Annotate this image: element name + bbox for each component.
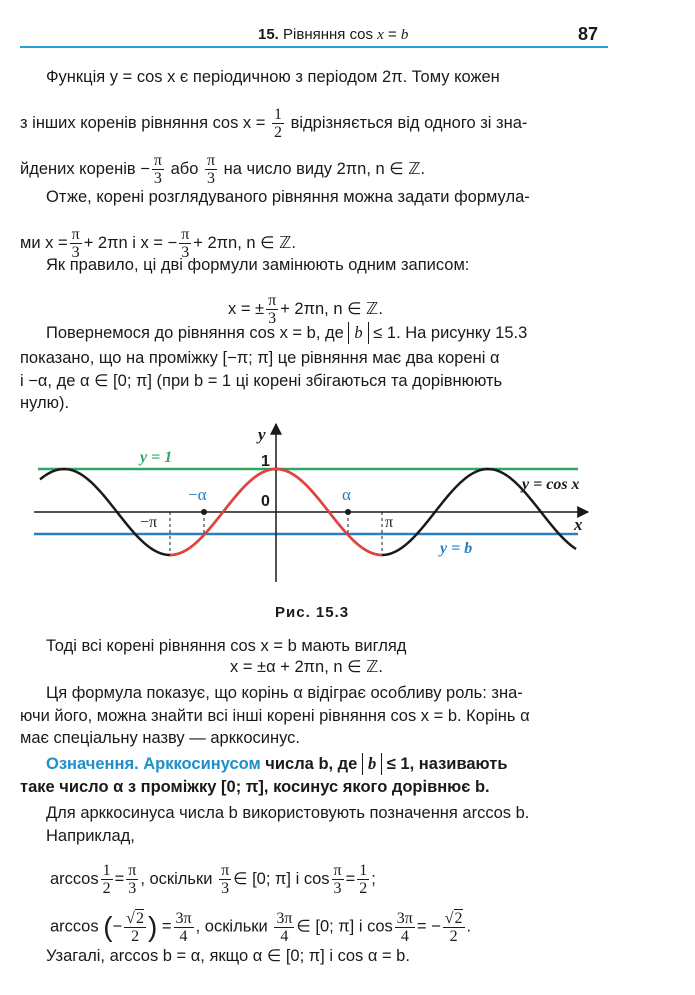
label-x-axis: x (574, 515, 583, 534)
section-title-var: x (377, 27, 384, 43)
label-neg-pi: −π (140, 514, 158, 531)
text-line: має спеціальну назву — арккосинус. (20, 729, 300, 747)
label-y-axis: y (258, 425, 266, 444)
text-line: Отже, корені розглядуваного рівняння можна задати формула- (46, 188, 530, 206)
text-line: і −α, де α ∈ [0; π] (при b = 1 ці корені збігаються та дорівнюють (20, 372, 503, 390)
figure-caption: Рис. 15.3 (275, 604, 350, 621)
text-line: з інших коренів рівняння cos x = $\frac{1}{2}$ відрізняється від одного зі зна- (20, 106, 528, 141)
formula: x = ± $\frac{\pi}{3}$ + 2πn, n ∈ ℤ. (228, 292, 383, 327)
section-title-eq: = (383, 26, 401, 43)
text-line: Функція y = cos x є періодичною з періодом 2π. Тому кожен (46, 68, 500, 86)
point-alpha (345, 509, 351, 515)
section-title: Рівняння cos (283, 26, 378, 43)
text-line: Тоді всі корені рівняння cos x = b мають вигляд (46, 637, 407, 655)
fraction: $\frac{\pi}{3}$ (153, 152, 162, 187)
fraction: $\frac{1}{2}$ (274, 106, 282, 141)
header-rule (20, 46, 608, 48)
formula: x = ±α + 2πn, n ∈ ℤ. (230, 658, 383, 676)
running-header (258, 26, 408, 44)
example-2: arccos (− $\frac{√2}{2}$ ) = $\frac{3\pi}{4}$ , оскільки $\frac{3\pi}{4}$ ∈ [0; π] і cos $\frac{3\pi}{4}$ = − $\frac{√2}{2}$ . (50, 909, 472, 945)
text-line: Для арккосинуса числа b використовують позначення arccos b. (46, 804, 530, 822)
label-y1: y = 1 (140, 449, 173, 466)
text-line: Ця формула показує, що корінь α відіграє особливу роль: зна- (46, 684, 523, 702)
text-line: Як правило, ці дві формули замінюють одним записом: (46, 256, 470, 274)
text-line: нулю). (20, 394, 70, 412)
fraction: $\frac{\pi}{3}$ (206, 152, 216, 187)
label-one: 1 (261, 453, 270, 470)
fraction: $\frac{\pi}{3}$ (268, 292, 277, 327)
section-number: 15. (258, 26, 279, 43)
page-number: 87 (578, 24, 599, 44)
absolute-value: b (362, 753, 382, 775)
text-line: ми x = $\frac{\pi}{3}$ + 2πn і x = − $\frac{\pi}{3}$ + 2πn, n ∈ ℤ. (20, 226, 296, 261)
text-line: Наприклад, (46, 827, 135, 845)
definition-line: таке число α з проміжку [0; π], косинус якого дорівнює b. (20, 778, 490, 796)
text-line: Узагалі, arccos b = α, якщо α ∈ [0; π] і cos α = b. (46, 947, 410, 965)
label-cos: y = cos x (522, 476, 580, 493)
definition-term: Означення. Арккосинусом (46, 755, 261, 773)
label-zero: 0 (261, 493, 270, 510)
definition-line: Означення. Арккосинусом числа b, де b ≤ 1, називають (46, 754, 508, 773)
section-title-rhs: b (400, 27, 409, 43)
text-line: Повернемося до рівняння cos x = b, де b ≤ 1. На рисунку 15.3 (46, 323, 528, 342)
text-line: йдених коренів − $\frac{\pi}{3}$ або $\frac{\pi}{3}$ на число виду 2πn, n ∈ ℤ. (20, 152, 426, 187)
fraction: $\frac{\pi}{3}$ (181, 226, 190, 261)
cosine-graph (0, 420, 695, 595)
fraction: $\frac{\pi}{3}$ (71, 226, 80, 261)
label-yb: y = b (440, 540, 473, 557)
text-line: ючи його, можна знайти всі інші корені рівняння cos x = b. Корінь α (20, 707, 530, 725)
example-1: arccos $\frac{1}{2}$ = $\frac{\pi}{3}$ , оскільки $\frac{\pi}{3}$ ∈ [0; π] і cos $\frac{\pi}{3}$ = $\frac{1}{2}$ ; (50, 862, 376, 897)
text-line: показано, що на проміжку [−π; π] це рівняння має два корені α (20, 349, 500, 367)
label-pi: π (385, 514, 394, 531)
absolute-value: b (348, 322, 368, 344)
label-neg-alpha: −α (188, 485, 207, 504)
label-alpha: α (342, 485, 351, 504)
point-neg-alpha (201, 509, 207, 515)
